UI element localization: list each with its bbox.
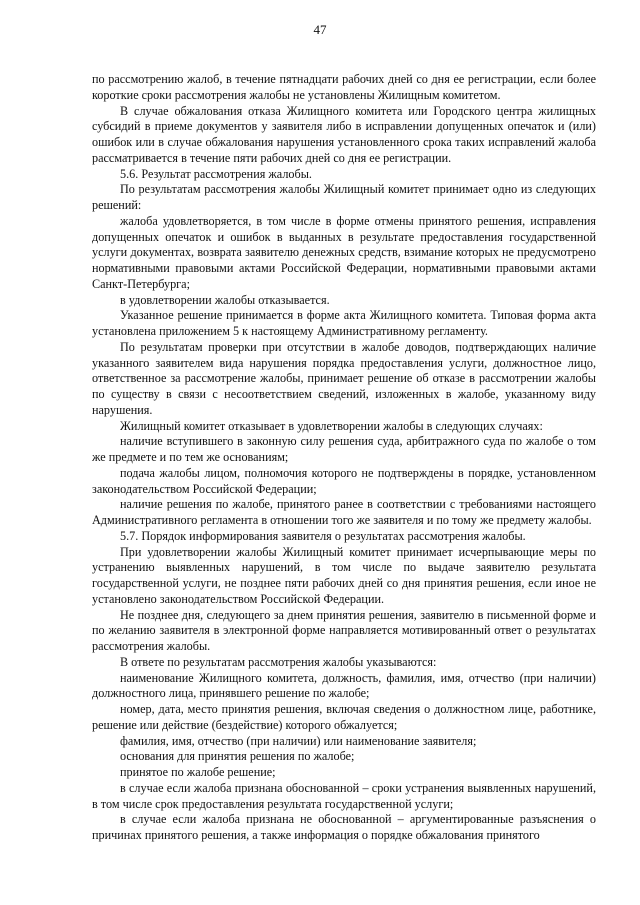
list-item-complaint-satisfied: жалоба удовлетворяется, в том числе в форме отмены принятого решения, исправления допущенных опечаток и ошибок в выданных в результате предоставления государственной услуги документах, возврата заявителю денежных средств, взимание которых не предусмотрено нормативными правовыми актами Российской Федерации, нормативными правовыми актами Санкт-Петербурга; [92,213,596,291]
list-item-justified-complaint: в случае если жалоба признана обоснованной – сроки устранения выявленных нарушений, в том числе срок предоставления результата государственной услуги; [92,780,596,811]
paragraph-decision-intro: По результатам рассмотрения жалобы Жилищный комитет принимает одно из следующих решений: [92,182,596,212]
paragraph-refusal-to-consider: По результатам проверки при отсутствии в жалобе доводов, подтверждающих наличие указанного заявителем вида нарушения порядка предоставления услуги, должностное лицо, ответственное за рассмотрение жалобы, принимает решение об отказе в рассмотрении жалобы по существу в связи с несоответствием сведений, изложенных в жалобе, указанному виду нарушения. [92,339,596,417]
list-item-official-name: наименование Жилищного комитета, должность, фамилия, имя, отчество (при наличии) должностного лица, принявшего решение по жалобе; [92,670,596,701]
paragraph-refusal-cases-intro: Жилищный комитет отказывает в удовлетворении жалобы в следующих случаях: [120,418,543,433]
list-item-court-decision: наличие вступившего в законную силу решения суда, арбитражного суда по жалобе о том же предмете и по тем же основаниям; [92,434,596,464]
section-heading-5-6: 5.6. Результат рассмотрения жалобы. [120,166,312,181]
list-item-applicant-name: фамилия, имя, отчество (при наличии) или наименование заявителя; [120,733,477,748]
list-item-decision-details: номер, дата, место принятия решения, включая сведения о должностном лице, работнике, решение или действие (бездействие) которого обжалуется; [92,702,596,732]
paragraph-remedial-measures: При удовлетворении жалобы Жилищный комитет принимает исчерпывающие меры по устранению выявленных нарушений, в том числе по выдаче заявителю результата государственной услуги, не позднее пяти рабочих дней со дня принятия решения, если иное не установлено законодательством Российской Федерации. [92,544,596,606]
paragraph-complaint-review-term: по рассмотрению жалоб, в течение пятнадцати рабочих дней со дня ее регистрации, если более короткие сроки рассмотрения жалобы не установлены Жилищным комитетом. [92,72,596,102]
page-number: 47 [313,22,327,37]
document-body [92,72,596,844]
list-item-unjustified-complaint: в случае если жалоба признана не обоснованной – аргументированные разъяснения о причинах принятого решения, а также информация о порядке обжалования принятого [92,812,596,842]
paragraph-response-contents-intro: В ответе по результатам рассмотрения жалобы указываются: [120,654,437,669]
list-item-complaint-refused: в удовлетворении жалобы отказывается. [120,292,330,307]
list-item-prior-decision: наличие решения по жалобе, принятого ранее в соответствии с требованиями настоящего Административного регламента в отношении того же заявителя и по тому же предмету жалобы. [92,497,596,527]
paragraph-decision-form: Указанное решение принимается в форме акта Жилищного комитета. Типовая форма акта установлена приложением 5 к настоящему Административному регламенту. [92,308,596,338]
section-heading-5-7: 5.7. Порядок информирования заявителя о результатах рассмотрения жалобы. [120,528,526,543]
paragraph-refusal-appeal-term: В случае обжалования отказа Жилищного комитета или Городского центра жилищных субсидий в приеме документов у заявителя либо в исправлении допущенных опечаток и (или) ошибок или в случае обжалования нарушения установленного срока таких исправлений жалоба рассматривается в течение пяти рабочих дней со дня ее регистрации. [92,103,596,165]
list-item-decision-grounds: основания для принятия решения по жалобе; [120,749,355,764]
paragraph-reasoned-response: Не позднее дня, следующего за днем принятия решения, заявителю в письменной форме и по желанию заявителя в электронной форме направляется мотивированный ответ о результатах рассмотрения жалобы. [92,607,596,653]
list-item-decision-made: принятое по жалобе решение; [120,765,276,779]
list-item-unconfirmed-authority: подача жалобы лицом, полномочия которого не подтверждены в порядке, установленном законодательством Российской Федерации; [92,465,596,496]
